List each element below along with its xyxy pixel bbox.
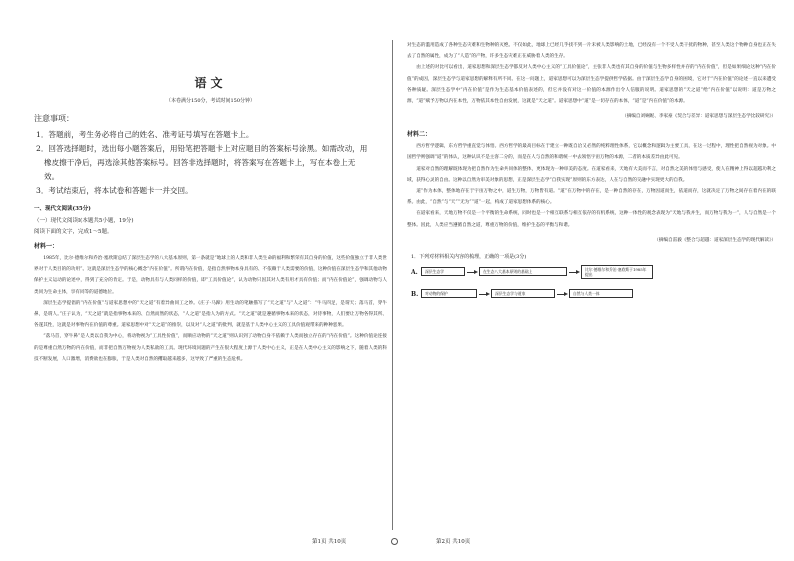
reading-instruction: 阅读下面的文字，完成1～5题。 (34, 228, 113, 235)
source-citation-1: （摘编自刘娴妮、李家豪《契合与差异：道家思想与深层生态学比较研究》） (622, 114, 776, 120)
note-2-cont: 橡皮擦干净后，再选涂其他答案标号。回答非选择题时，将答案写在答题卡上，写在本卷上无 (44, 158, 356, 167)
answer-flowcharts (411, 265, 776, 309)
material1-para-2: 深层生态学提倡的“内在价值”与道家思想中的“天之道”有着异曲同工之妙。《庄子·马蹄》用生动的笔触描写了“天之道”与“人之道”：“牛马四足，是谓天；落马首，穿牛鼻，是谓人。”庄子认为，“天之道”就是指事物本来的、自然而然的状态，“人之道”是指人为的方式。“天之道”就是遵循事物本来的状态，对待事物，人们要让万物各得其所、各遂其性，这就是对事物内在价值的尊重。道家思想中对“天之道”的推崇，以及对“人之道”的批判，就是基于人类中心主义的工具价值观带来的种种恶果。 (34, 300, 387, 329)
exam-subtitle: （本卷满分150分，考试时间150分钟） (165, 98, 256, 104)
flow-a-box-3: 比尔·德维尔和乔治·塞欣斯于1985年提出 (581, 265, 653, 279)
note-2: 2．回答选择题时，选出每小题答案后，用铅笔把答题卡上对应题目的答案标号涂黑。如需改动，用 (36, 144, 368, 153)
notes-heading: 注意事项： (34, 114, 74, 123)
page-number-left: 第1页 共10页 (312, 539, 347, 545)
question-1: 1．下列对材料相关内容的梳理，正确的一项是(3分) (411, 253, 527, 260)
flow-a-box-1: 深层生态学 (421, 267, 465, 276)
option-a-label[interactable]: A. (411, 268, 418, 276)
flow-a-arrow-2 (569, 272, 577, 273)
note-2-end: 效。 (44, 172, 60, 181)
material1-para-3: “落马首，穿牛鼻”是人类以自我为中心，将动物视为“工具性价值”，而顺应动物的“天之道”则认识到了动物自身不依赖于人类而独立存在的“内在价值”。这种价值论连接的是尊重自然万物的内在价值，而非把自然万物视为人类私欲的工具。现代环境问题的产生在很大程度上源于人类中心主义，正是在人类中心主义的影响之下，随着人类的科技不断发展，人口激增，消费欲也在膨胀，于是人类对自然的攫取越来越多，这导致了严重的生态危机。 (34, 334, 387, 362)
flow-b-box-1: 对动物的保护 (421, 289, 477, 298)
flow-b-arrow-2 (557, 294, 565, 295)
material2-para-2: 道家对自然的理解既体现为把自然作为生命共同体的整体，更体现为一种审美的态度。在道家看来，天地有大美而不言，对自然之美的体悟与感受，使人在精神上得以超越功利之域，获得心灵的自由。这种以自然为审美对象的思想，正是深层生态学“自我实现”原则的东方表达，人在与自然的交融中实现更大的自我。 (407, 166, 776, 183)
option-b-label[interactable]: B. (411, 290, 419, 298)
page-number-right: 第2页 共10页 (436, 539, 471, 545)
note-1: 1．答题前，考生务必将自己的姓名、准考证号填写在答题卡上。 (36, 130, 254, 139)
flow-b-box-3: 自然与人类一体 (569, 289, 633, 298)
section-heading: 一、现代文阅读(35分) (34, 206, 91, 212)
material1-label: 材料一： (34, 243, 59, 250)
material2-para-1: 西方哲学逻辑，东方哲学重直觉与体悟。西方哲学的最高目标在于建立一种既自洽又必然的纯粹理性体系，它以概念和逻辑为主要工具，在这一过程中，理性把自然视为对象。中国哲学则强调“道”的体认，这种认识不是主客二分的，而是在人与自然的和谐统一中去领悟宇宙万物的本源，二者的本质差异由此可见。 (407, 144, 776, 161)
material1-para-1: 1985年，比尔·德维尔和乔治·塞欣斯总结了深层生态学的八大基本原则，第一条就是“地球上的人类和非人类生命的福利和繁荣有其自身的价值，这些价值独立于非人类世界对于人类目的的功用”。这就是深层生态学的核心概念“内在价值”。所谓内在价值，是指自然事物本身具有的、不依赖于人类需要的价值，这种价值在深层生态学和其他动物保护主义运动的论述中，得到了充分的肯定。于是，动物具有与人类同样的价值，即“工具价值论”，认为动物只因其对人类有用才具有价值；而“内在价值论”，强调动物与人类同为生命主体，享有同等的道德地位。 (34, 256, 387, 295)
flow-b-arrow-1 (479, 294, 487, 295)
page-divider (392, 40, 393, 530)
note-3: 3．考试结束后，将本试卷和答题卡一并交回。 (36, 186, 193, 195)
comparison-para: 由上述的对比可以看出，道家思想和深层生态学都反对人类中心主义的“工具价值论”，主张非人类也有其自身的价值与生物多样性并存的“内在价值”，但是如果细论这种“内在价值”的成因，深层生态学与道家思想的解释有所不同。在这一问题上，道家思想可以为深层生态学提供哲学依据。由于深层生态学自身的困境，它对于“内在价值”的论述一直以来遭受各种质疑。深层生态学中“内在价值”是作为生态基本价值表述的，但它并没有对这一价值的本源作出令人信服的说明。道家思想的“天之道”给“内在价值”以说明：道是万物之源，“道”赋予万物以内在本性，万物依其本性自由发展，这就是“天之道”。道家思想中“道”是一切存在的本体，“道”是“内在价值”的本源。 (407, 65, 776, 105)
source-citation-2: （摘编自雷毅《整合与超越：道家深层生态学的现代解读》） (654, 237, 776, 243)
material2-para-4: 在道家看来，天地万物不仅是一个平衡的生命系统，同时也是一个相互联系与相互依存的有机系统，这种一体性的观念表现为“天地与我并生，而万物与我为一”，人与自然是一个整体。因此，人类应当遵循自然之道，尊重万物的价值，维护生态的平衡与和谐。 (407, 211, 776, 228)
subsection-heading: （一）现代文阅读I(本题共5小题，19分) (34, 218, 134, 224)
flow-b-box-2: 深层生态学与道家 (491, 289, 555, 298)
exam-title: 语文 (194, 76, 227, 90)
flow-a-box-2: 在生态八大基本原则的基础上 (479, 267, 567, 276)
continued-para: 对生态的滥用造成了各种生态灾难和生物种的灭绝。不仅如此，地球上已经几乎找不到一片未被人类影响的土地，已经没有一个不受人类干扰的物种，甚至人类这个物种自身也正在失去了自然的属性，成为了“人造”的产物，许多生态灾难正在威胁着人类的生存。 (407, 43, 776, 60)
material2-para-3: 道”作为本体，整体地存在于宇宙万物之中，道生万物，万物皆有道。“道”在万物中的存在，是一种自然的存在，万物因道而生，依道而存，这就决定了万物之间存在着内在的联系。由此，“自然”与“天”“无为”“道”一起，构成了道家思想体系的核心。 (407, 189, 776, 206)
binding-dot-icon (391, 538, 398, 545)
material2-label: 材料二： (407, 131, 432, 139)
flow-a-arrow-1 (467, 272, 475, 273)
right-page (397, 0, 794, 561)
